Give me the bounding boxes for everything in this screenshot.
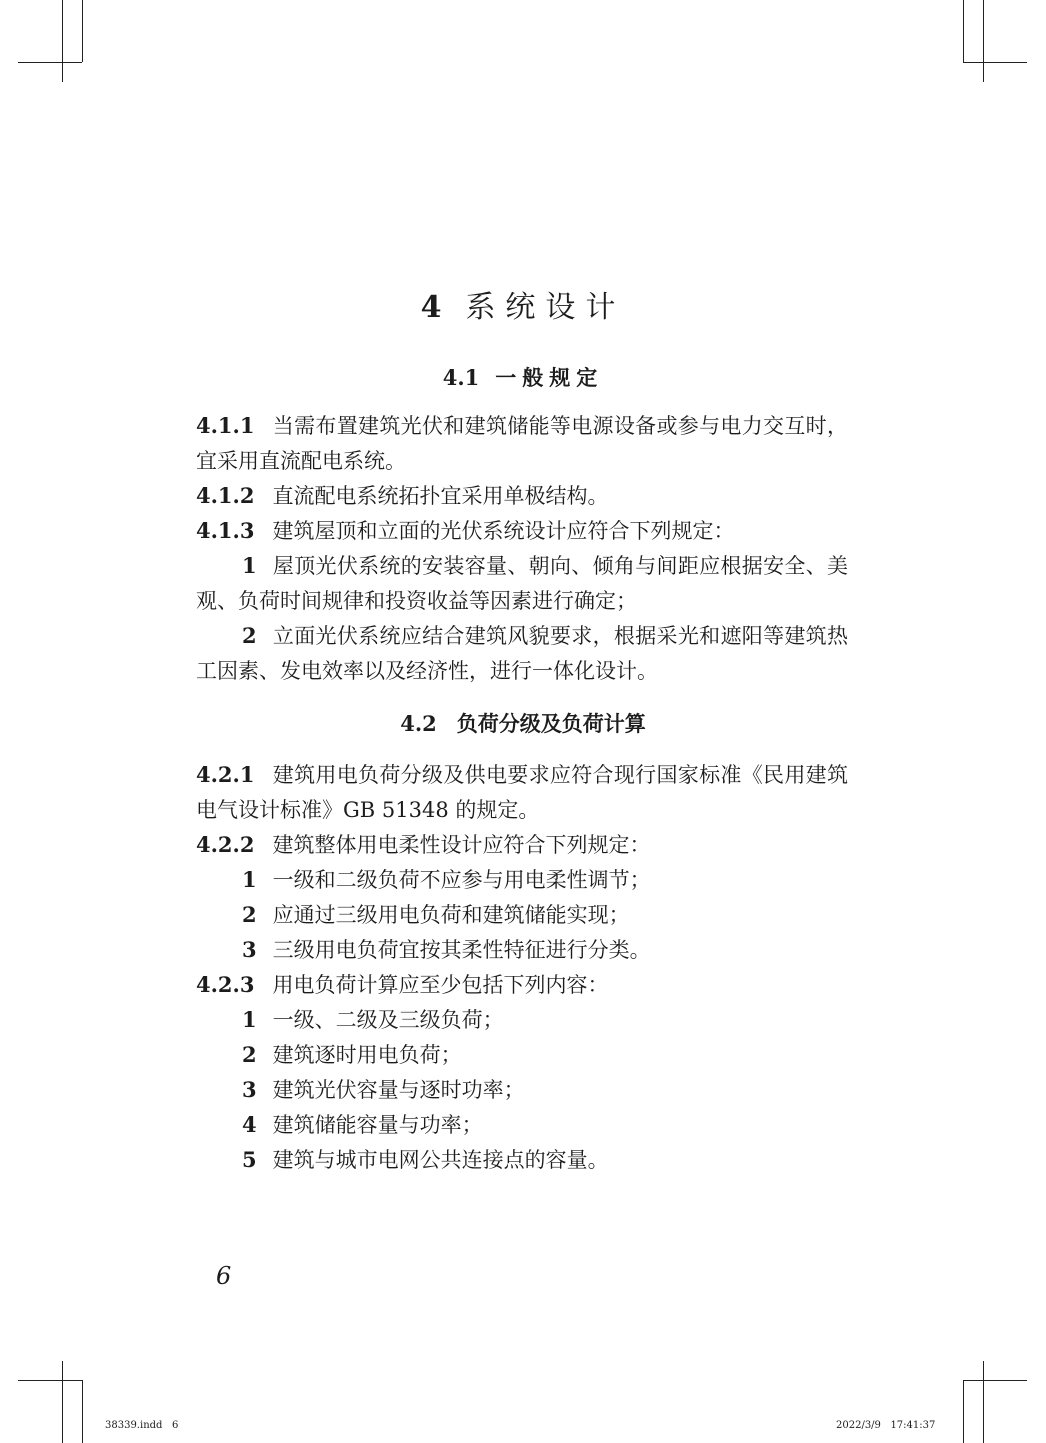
clause-number: 4.1.2 [196,483,255,508]
clause-4-2-3 [196,967,848,1003]
clause-text: 建筑屋顶和立面的光伏系统设计应符合下列规定： [272,519,735,543]
clause-4-2-1 [196,757,848,828]
clause-number: 4.1.3 [196,518,255,543]
crop-mark [963,1380,964,1443]
item-text: 立面光伏系统应结合建筑风貌要求，根据采光和遮阳等建筑热工因素、发电效率以及经济性，进行一体化设计。 [196,624,848,683]
item-number: 1 [242,1007,257,1032]
clause-text: 建筑整体用电柔性设计应符合下列规定： [272,833,651,857]
crop-mark [963,62,1027,63]
clause-number: 4.2.3 [196,972,255,997]
item-text: 建筑逐时用电负荷； [272,1043,462,1067]
clause-4-2-3-item-3 [196,1072,848,1108]
item-number: 1 [242,553,257,578]
clause-4-1-1 [196,408,848,479]
clause-text: 直流配电系统拓扑宜采用单极结构。 [272,484,609,508]
clause-4-2-2-item-2 [196,897,848,933]
clause-4-2-3-item-5 [196,1142,848,1178]
item-number: 2 [242,902,257,927]
item-text: 建筑光伏容量与逐时功率； [272,1078,525,1102]
section-title-4-1 [0,362,1046,392]
clause-4-2-3-item-4 [196,1107,848,1143]
clause-4-1-2 [196,478,848,514]
item-text: 屋顶光伏系统的安装容量、朝向、倾角与间距应根据安全、美观、负荷时间规律和投资收益等因素进行确定； [196,554,848,613]
section-number: 4.1 [442,365,480,390]
clause-4-1-3-item-1 [196,548,848,619]
clause-4-2-3-item-1 [196,1002,848,1038]
item-number: 5 [242,1147,257,1172]
clause-text: 当需布置建筑光伏和建筑储能等电源设备或参与电力交互时，宜采用直流配电系统。 [196,414,848,473]
crop-mark [983,1361,984,1443]
crop-mark [18,62,82,63]
item-number: 3 [242,1077,257,1102]
crop-mark [82,1380,83,1443]
clause-text: 用电负荷计算应至少包括下列内容： [272,973,609,997]
clause-4-2-2-item-1 [196,862,848,898]
item-text: 应通过三级用电负荷和建筑储能实现； [272,903,630,927]
item-number: 3 [242,937,257,962]
item-text: 一级和二级负荷不应参与用电柔性调节； [272,868,651,892]
footer-timestamp: 2022/3/9 17:41:37 [836,1420,936,1431]
item-number: 2 [242,1042,257,1067]
item-text: 一级、二级及三级负荷； [272,1008,504,1032]
crop-mark [62,1361,63,1443]
section-heading: 负荷分级及负荷计算 [456,712,646,736]
clause-number: 4.2.2 [196,832,255,857]
crop-mark [82,0,83,62]
item-number: 4 [242,1112,257,1137]
crop-mark [963,0,964,62]
clause-4-1-3 [196,513,848,549]
section-heading: 一般规定 [495,366,604,390]
item-number: 1 [242,867,257,892]
clause-4-1-3-item-2 [196,618,848,689]
clause-4-2-3-item-2 [196,1037,848,1073]
crop-mark [983,0,984,82]
footer-file-name: 38339.indd 6 [105,1420,179,1431]
section-number: 4.2 [400,711,437,736]
clause-text: 建筑用电负荷分级及供电要求应符合现行国家标准《民用建筑电气设计标准》GB 51348 的规定。 [196,763,848,822]
crop-mark [62,0,63,82]
crop-mark [18,1380,82,1381]
item-text: 三级用电负荷宜按其柔性特征进行分类。 [272,938,651,962]
section-title-4-2 [0,708,1046,738]
chapter-title [0,282,1046,326]
chapter-heading: 系统设计 [465,290,626,325]
clause-4-2-2-item-3 [196,932,848,968]
clause-number: 4.2.1 [196,762,255,787]
item-number: 2 [242,623,257,648]
clause-4-2-2 [196,827,848,863]
chapter-number: 4 [420,290,452,325]
page-number: 6 [216,1262,232,1290]
crop-mark [963,1380,1027,1381]
item-text: 建筑储能容量与功率； [272,1113,483,1137]
clause-number: 4.1.1 [196,413,255,438]
item-text: 建筑与城市电网公共连接点的容量。 [272,1148,609,1172]
